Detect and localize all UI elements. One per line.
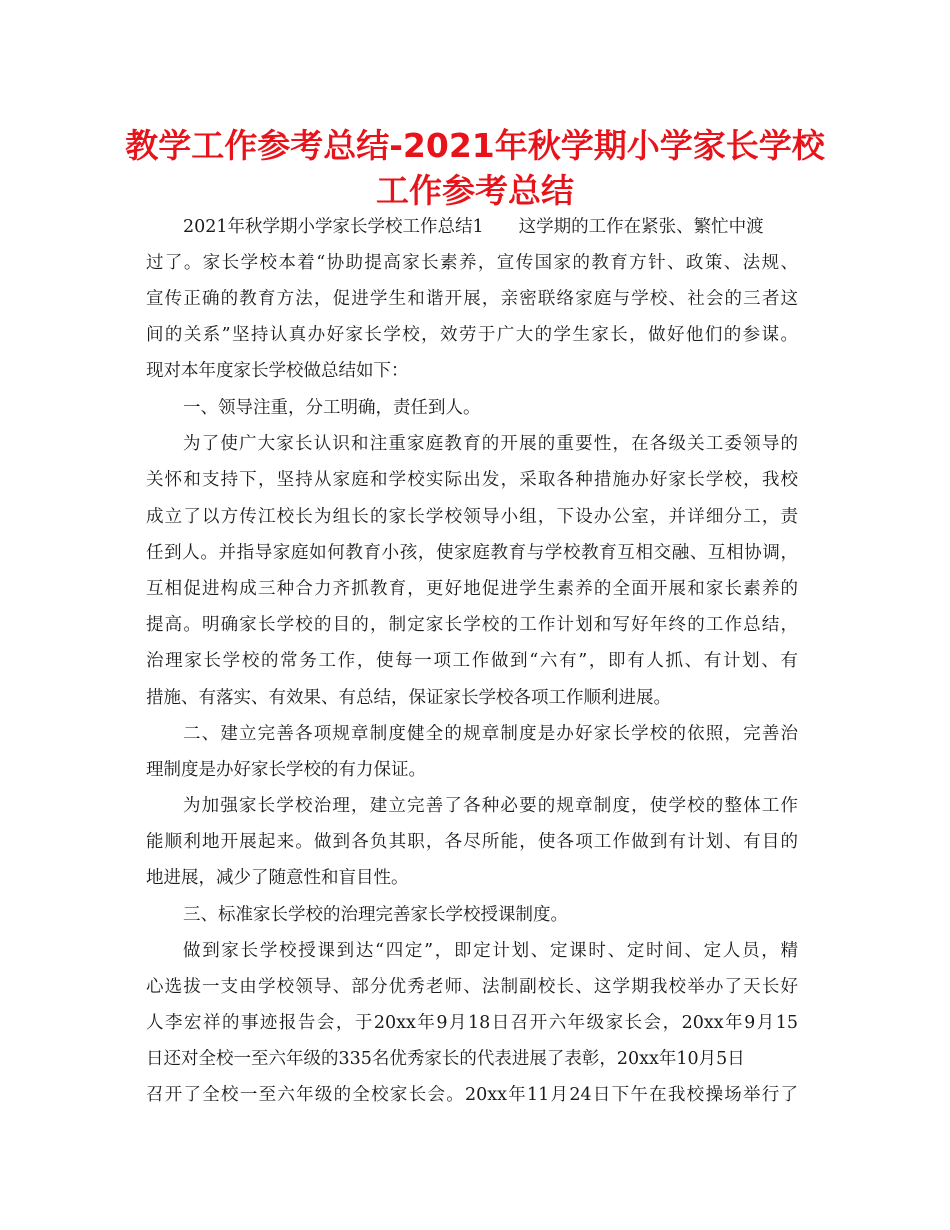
body-line-22: 心选拔一支由学校领导、部分优秀老师、法制副校长、这学期我校举办了天长好 (146, 977, 798, 997)
body-line-11: 互相促进构成三种合力齐抓教育，更好地促进学生素养的全面开展和家长素养的 (146, 579, 798, 599)
body-line-24: 日还对全校一至六年级的335名优秀家长的代表进展了表彰，20xx年10月5日 (146, 1049, 745, 1069)
body-line-21: 做到家长学校授课到达“四定”，即定计划、定课时、定时间、定人员，精 (183, 941, 798, 961)
document-title-line-2: 工作参考总结 (376, 171, 574, 210)
body-line-5: 现对本年度家长学校做总结如下： (146, 361, 409, 381)
body-line-7: 为了使广大家长认识和注重家庭教育的开展的重要性，在各级关工委领导的 (183, 434, 798, 454)
body-line-8: 关怀和支持下，坚持从家庭和学校实际出发，采取各种措施办好家长学校，我校 (146, 470, 798, 490)
body-line-25: 召开了全校一至六年级的全校家长会。20xx年11月24日下午在我校操场举行了 (146, 1085, 798, 1105)
section-heading-3: 三、标准家长学校的治理完善家长学校授课制度。 (183, 905, 568, 925)
body-line-12: 提高。明确家长学校的目的，制定家长学校的工作计划和写好年终的工作总结， (146, 615, 798, 635)
section-heading-2: 二、建立完善各项规章制度健全的规章制度是办好家长学校的依照，完善治 (183, 724, 798, 744)
body-line-23: 人李宏祥的事迹报告会，于20xx年9月18日召开六年级家长会，20xx年9月15 (146, 1013, 798, 1033)
section-heading-1: 一、领导注重，分工明确，责任到人。 (183, 398, 481, 418)
body-line-3: 宣传正确的教育方法，促进学生和谐开展，亲密联络家庭与学校、社会的三者这 (146, 289, 798, 309)
body-line-1: 2021年秋学期小学家长学校工作总结1 这学期的工作在紧张、繁忙中渡 (183, 217, 764, 237)
body-line-13: 治理家长学校的常务工作，使每一项工作做到“六有”，即有人抓、有计划、有 (146, 651, 798, 671)
document-title-line-1: 教学工作参考总结-2021年秋学期小学家长学校 (125, 126, 825, 165)
body-line-19: 地进展，减少了随意性和盲目性。 (146, 868, 409, 888)
body-line-16: 理制度是办好家长学校的有力保证。 (146, 760, 426, 780)
body-line-4: 间的关系”坚持认真办好家长学校，效劳于广大的学生家长，做好他们的参谋。 (146, 325, 798, 345)
body-line-17: 为加强家长学校治理，建立完善了各种必要的规章制度，使学校的整体工作 (183, 796, 798, 816)
body-line-14: 措施、有落实、有效果、有总结，保证家长学校各项工作顺利进展。 (146, 688, 671, 708)
body-line-2: 过了。家长学校本着“协助提高家长素养，宣传国家的教育方针、政策、法规、 (146, 253, 798, 273)
body-line-10: 任到人。并指导家庭如何教育小孩，使家庭教育与学校教育互相交融、互相协调， (146, 543, 798, 563)
body-line-18: 能顺利地开展起来。做到各负其职，各尽所能，使各项工作做到有计划、有目的 (146, 832, 798, 852)
body-line-9: 成立了以方传江校长为组长的家长学校领导小组，下设办公室，并详细分工，责 (146, 507, 798, 527)
